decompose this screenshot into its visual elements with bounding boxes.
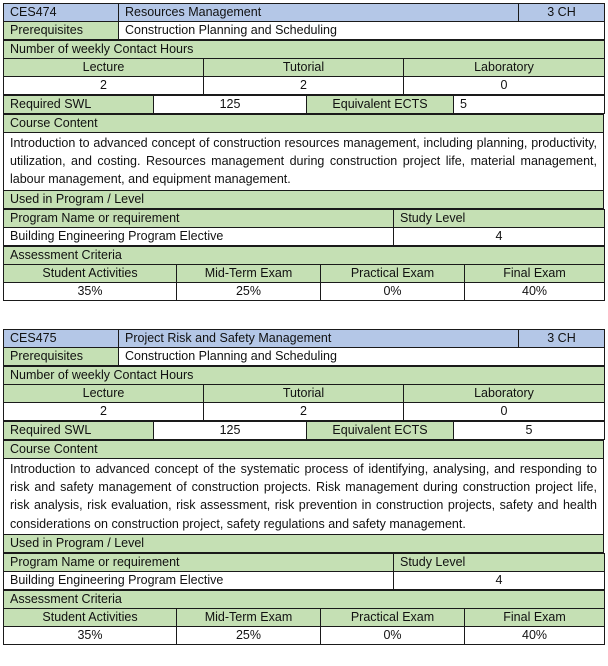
credit-hours: 3 CH (519, 330, 605, 348)
course-content-text: Introduction to advanced concept of construction resources management, including planning, productivity, utilization, and costing. Resources management during construction project life, material management, labour management, and equipment management. (4, 133, 604, 191)
study-level-label: Study Level (394, 553, 605, 571)
course-code: CES475 (4, 330, 119, 348)
prerequisites-value: Construction Planning and Scheduling (119, 348, 605, 366)
workload-table (3, 95, 605, 114)
midterm-exam-header: Mid-Term Exam (177, 264, 321, 282)
used-in-program-label: Used in Program / Level (4, 190, 604, 208)
midterm-exam-value: 25% (177, 282, 321, 300)
contact-hours-label: Number of weekly Contact Hours (4, 41, 605, 59)
prerequisites-value: Construction Planning and Scheduling (119, 22, 605, 40)
program-name-label: Program Name or requirement (4, 209, 394, 227)
study-level-label: Study Level (394, 209, 605, 227)
course-title: Resources Management (119, 4, 519, 22)
student-activities-value: 35% (4, 626, 177, 644)
final-exam-header: Final Exam (465, 608, 605, 626)
laboratory-header: Laboratory (404, 385, 605, 403)
course-header-table (3, 3, 605, 40)
course-header-table (3, 329, 605, 366)
prerequisites-row (4, 22, 605, 40)
laboratory-hours: 0 (404, 403, 605, 421)
course-title: Project Risk and Safety Management (119, 330, 519, 348)
contact-hours-table (3, 40, 605, 95)
laboratory-hours: 0 (404, 77, 605, 95)
program-name-label: Program Name or requirement (4, 553, 394, 571)
student-activities-header: Student Activities (4, 608, 177, 626)
student-activities-header: Student Activities (4, 264, 177, 282)
swl-value: 125 (154, 96, 307, 114)
final-exam-value: 40% (465, 282, 605, 300)
course-content-label: Course Content (4, 115, 604, 133)
program-name-value: Building Engineering Program Elective (4, 571, 394, 589)
swl-label: Required SWL (4, 96, 154, 114)
assessment-table (3, 246, 605, 301)
ects-value: 5 (454, 96, 605, 114)
lecture-header: Lecture (4, 385, 204, 403)
final-exam-header: Final Exam (465, 264, 605, 282)
practical-exam-value: 0% (321, 626, 465, 644)
practical-exam-value: 0% (321, 282, 465, 300)
workload-table (3, 421, 605, 440)
course-title-row (4, 4, 605, 22)
course-card-ces475 (3, 329, 604, 645)
final-exam-value: 40% (465, 626, 605, 644)
practical-exam-header: Practical Exam (321, 264, 465, 282)
contact-hours-table (3, 366, 605, 421)
lecture-hours: 2 (4, 403, 204, 421)
ects-value: 5 (454, 422, 605, 440)
prerequisites-label: Prerequisites (4, 348, 119, 366)
used-in-program-label: Used in Program / Level (4, 534, 604, 552)
midterm-exam-value: 25% (177, 626, 321, 644)
tutorial-hours: 2 (204, 403, 404, 421)
tutorial-header: Tutorial (204, 59, 404, 77)
program-name-value: Building Engineering Program Elective (4, 227, 394, 245)
assessment-label: Assessment Criteria (4, 590, 605, 608)
course-content-text: Introduction to advanced concept of the systematic process of identifying, analysing, and responding to risk and safety management of construction projects. Risk management during construction project life, risk analysis, risk evaluation, risk assessment, risk prevention in construction projects, safety and health considerations on construction project, safety regulations and safety management. (4, 459, 604, 535)
course-title-row (4, 330, 605, 348)
prerequisites-label: Prerequisites (4, 22, 119, 40)
study-level-value: 4 (394, 227, 605, 245)
tutorial-header: Tutorial (204, 385, 404, 403)
assessment-label: Assessment Criteria (4, 246, 605, 264)
practical-exam-header: Practical Exam (321, 608, 465, 626)
course-content-label: Course Content (4, 441, 604, 459)
lecture-hours: 2 (4, 77, 204, 95)
swl-label: Required SWL (4, 422, 154, 440)
course-card-ces474 (3, 3, 604, 301)
tutorial-hours: 2 (204, 77, 404, 95)
program-table (3, 553, 605, 590)
laboratory-header: Laboratory (404, 59, 605, 77)
course-content-table (3, 440, 604, 553)
ects-label: Equivalent ECTS (307, 96, 454, 114)
ects-label: Equivalent ECTS (307, 422, 454, 440)
study-level-value: 4 (394, 571, 605, 589)
course-code: CES474 (4, 4, 119, 22)
prerequisites-row (4, 348, 605, 366)
swl-value: 125 (154, 422, 307, 440)
program-table (3, 209, 605, 246)
student-activities-value: 35% (4, 282, 177, 300)
course-content-table (3, 114, 604, 209)
contact-hours-label: Number of weekly Contact Hours (4, 367, 605, 385)
lecture-header: Lecture (4, 59, 204, 77)
credit-hours: 3 CH (519, 4, 605, 22)
assessment-table (3, 590, 605, 645)
midterm-exam-header: Mid-Term Exam (177, 608, 321, 626)
